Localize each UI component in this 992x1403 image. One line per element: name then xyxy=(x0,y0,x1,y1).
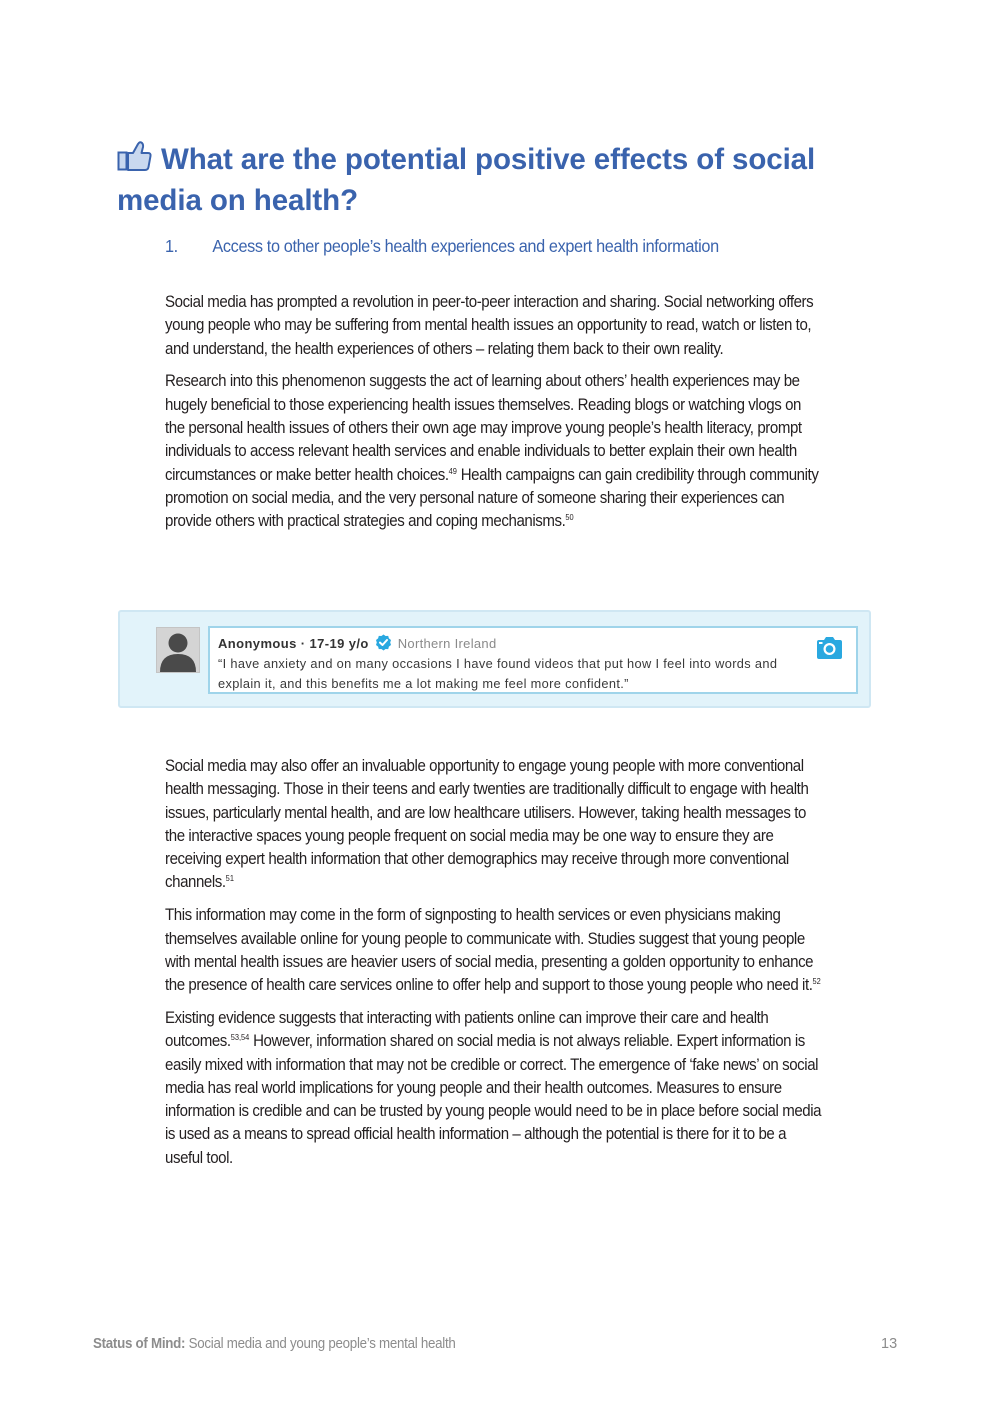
paragraph: Social media has prompted a revolution in peer-to-peer interaction and sharing. Social networking offers young people who may be suffering from mental health issues an opportunity to read, watch or listen to, and understand, the health experiences of others – relating them back to their own reality. xyxy=(165,293,814,358)
quote-separator: · xyxy=(296,636,310,651)
avatar xyxy=(156,627,200,673)
section-number: 1. xyxy=(165,236,178,256)
page-heading xyxy=(117,139,837,221)
thumbs-up-icon xyxy=(117,140,152,172)
page-title xyxy=(117,139,837,221)
page-title-text: What are the potential positive effects of social media on health? xyxy=(117,143,816,217)
paragraph: This information may come in the form of signposting to health services or even physicians making themselves available online for young people to communicate with. Studies suggest that young people with mental health issues are heavier users of social media, presenting a golden opportunity to enhance the presence of health care services online to offer help and support to those young people who need it.$^{52}$ xyxy=(165,906,821,995)
paragraph: Research into this phenomenon suggests the act of learning about others’ health experiences may be hugely beneficial to those experiencing health issues themselves. Reading blogs or watching vlogs on the personal health issues of others their own age may improve young people’s health literacy, prompt individuals to access relevant health services and enable individuals to better explain their own health circumstances or make better health choices.$^{49}$ Health campaigns can gain credibility through community promotion on social media, and the very personal nature of someone sharing their experiences can provide others with practical strategies and coping mechanisms.$^{50}$ xyxy=(165,372,819,531)
footnote-ref: 50 xyxy=(565,513,574,523)
footnote-ref: 49 xyxy=(448,466,457,476)
footnote-ref: 52 xyxy=(812,977,821,987)
footnote-ref: 51 xyxy=(225,874,234,884)
body-text-lower xyxy=(165,755,822,1180)
quote-meta xyxy=(218,634,496,652)
quote-location: Northern Ireland xyxy=(397,636,497,651)
quote-age: 17-19 y/o xyxy=(309,636,369,651)
footnote-ref: 53,54 xyxy=(230,1033,250,1043)
camera-icon xyxy=(815,636,844,660)
paragraph: Social media may also offer an invaluable opportunity to engage young people with more conventional health messaging. Those in their teens and early twenties are traditionally difficult to engage with health issues, particularly mental health, and are low healthcare utilisers. However, taking health messages to the interactive spaces young people frequent on social media may be one way to ensure they are receiving expert health information that other demographics may receive through more conventional channels.$^{51}$ xyxy=(165,757,809,892)
section-title: Access to other people’s health experiences and expert health information xyxy=(212,236,719,256)
page-number: 13 xyxy=(881,1336,898,1352)
quote-author: Anonymous xyxy=(218,636,297,651)
quote-card xyxy=(118,610,871,708)
paragraph: Existing evidence suggests that interacting with patients online can improve their care and health outcomes.$^{53,54}$ However, information shared on social media is not always reliable. Expert information is easily mixed with information that may not be credible or correct. The emergence of ‘fake news’ on social media has real world implications for young people and their health outcomes. Measures to ensure information is credible and can be trusted by young people would need to be in place before social media is used as a means to spread official health information – although the potential is there for it to be a useful tool. xyxy=(165,1008,822,1167)
verified-check-icon xyxy=(375,634,392,651)
body-text-upper xyxy=(165,291,822,543)
quote-box xyxy=(208,626,858,694)
person-silhouette-icon xyxy=(157,628,199,672)
section-heading xyxy=(165,235,742,258)
footer-title: Status of Mind: Social media and young people’s mental health xyxy=(93,1336,456,1352)
quote-text: “I have anxiety and on many occasions I have found videos that put how I feel into words and explain it, and this benefits me a lot making me feel more confident.” xyxy=(218,656,778,691)
